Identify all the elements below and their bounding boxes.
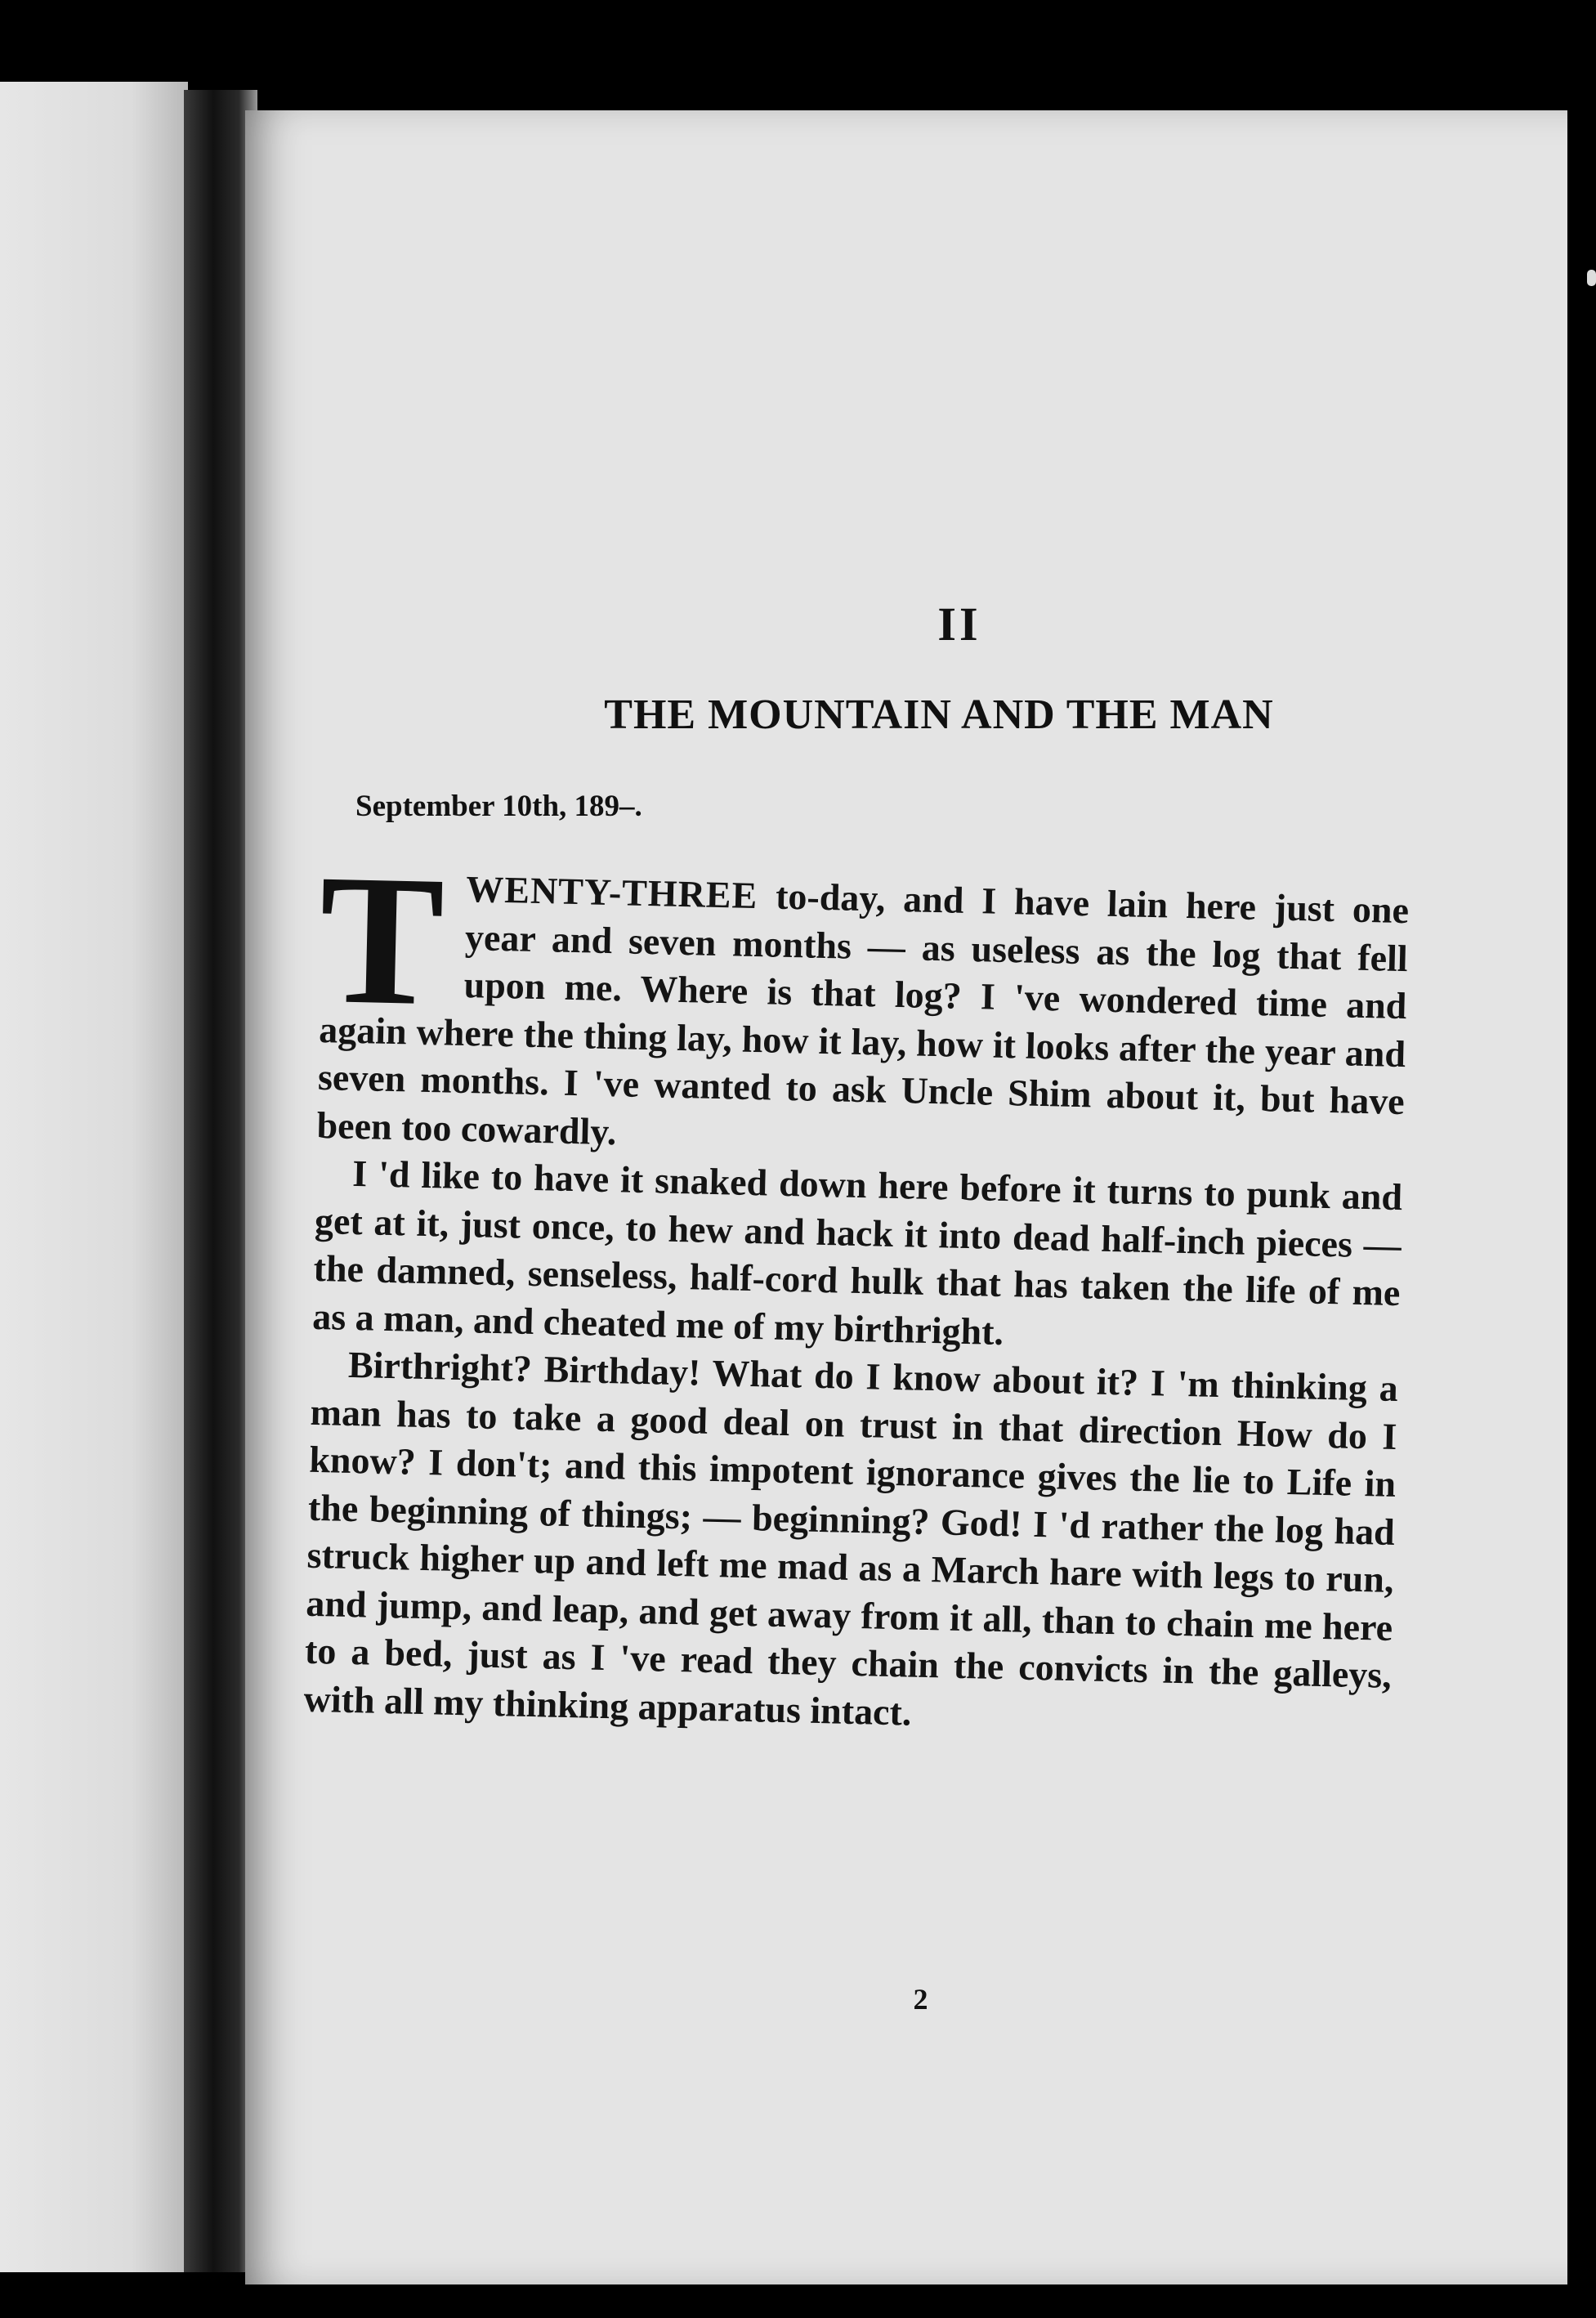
chapter-title: THE MOUNTAIN AND THE MAN: [604, 691, 1274, 738]
drop-cap: T: [317, 835, 446, 1045]
book-page: [245, 110, 1567, 2284]
opening-word: WENTY-THREE: [465, 867, 758, 917]
paragraph-text: to-day, and I have lain here just one year and seven months — as useless as the log that fell upon me. Where is that log? I 've wondered time and again where the thing lay, how it lay, how it looks after the year and seven months. I 've wanted to ask Uncle Shim about it, but have been too cowardly.: [316, 875, 1410, 1152]
paragraph: Birthright? Birthday! What do I know about it? I 'm thinking a man has to take a good deal on trust in that direction How do I know? I don't; and this impotent ignorance gives the lie to Life in the beginning of things; — beginning? God! I 'd rather the log had struck higher up and left me mad as a March hare with legs to run, and jump, and leap, and get away from it all, than to chain me here to a bed, just as I 've read they chain the convicts in the galleys, with all my thinking apparatus intact.: [303, 1343, 1399, 1734]
left-page-edge: [0, 82, 188, 2272]
paragraph: I 'd like to have it snaked down here before it turns to punk and get at it, just once, to hew and hack it into dead half-inch pieces — the damned, senseless, half-cord hulk that has taken the life of me as a man, and cheated me of my birthright.: [311, 1152, 1403, 1353]
scan-artifact: [1587, 270, 1596, 286]
paragraph: [316, 835, 1410, 1174]
diary-dateline: September 10th, 189–.: [355, 790, 642, 823]
page-number: 2: [913, 1983, 928, 2016]
chapter-number: II: [937, 597, 981, 651]
body-text: [303, 835, 1410, 1747]
